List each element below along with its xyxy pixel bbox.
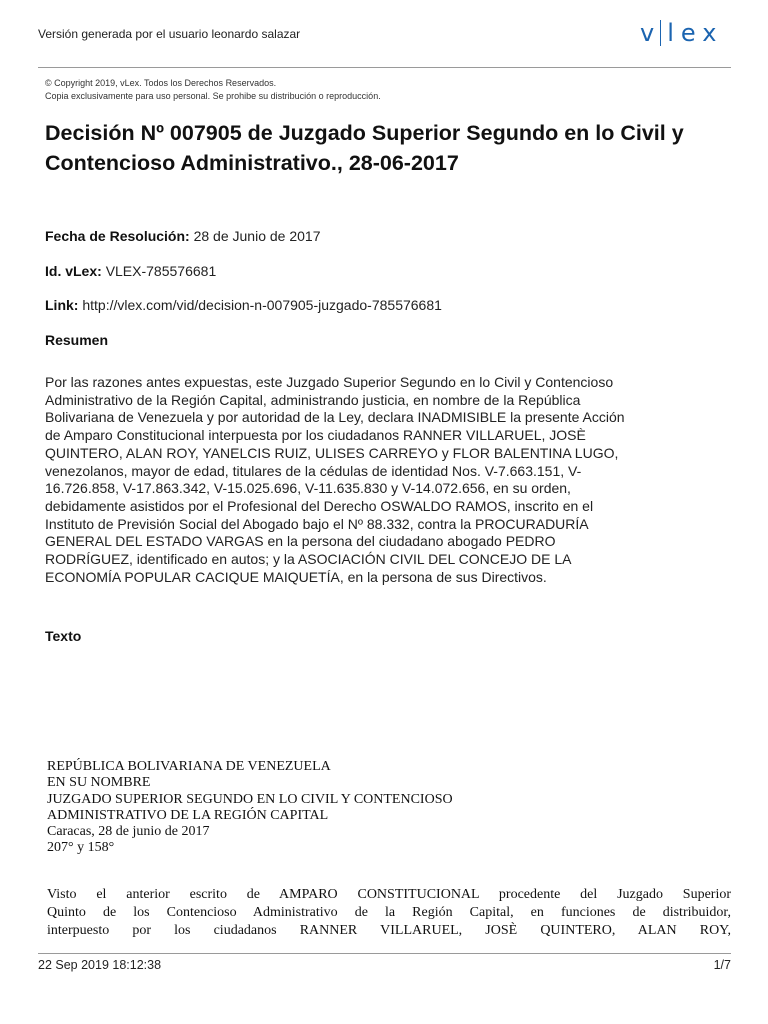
copyright-line: Copia exclusivamente para uso personal. Se prohibe su distribución o reproducción.: [45, 91, 381, 101]
court-line: ADMINISTRATIVO DE LA REGIÓN CAPITAL: [47, 807, 329, 823]
document-link: [45, 297, 442, 313]
id-value: VLEX-785576681: [105, 263, 217, 279]
decision-body: [47, 886, 731, 940]
footer-timestamp: 22 Sep 2019 18:12:38: [38, 958, 162, 972]
link-label: Link:: [45, 297, 79, 313]
body-line: Quinto de los Contencioso Administrativo de la Región Capital, en funciones de distribuidor,: [47, 905, 731, 920]
resumen-text: [45, 374, 735, 586]
fecha-value: 28 de Junio de 2017: [193, 228, 321, 244]
generated-by-text: Versión generada por el usuario leonardo salazar: [38, 27, 301, 41]
body-line: Visto el anterior escrito de AMPARO CONSTITUCIONAL procedente del Juzgado Superior: [47, 887, 731, 902]
summary-line: GENERAL DEL ESTADO VARGAS en la persona del ciudadano abogado PEDRO: [45, 533, 556, 550]
court-header: [47, 759, 737, 857]
logo-lex: lex: [667, 19, 724, 47]
vlex-logo[interactable]: [640, 19, 723, 47]
fecha-resolucion: [45, 228, 320, 244]
summary-line: Administrativo de la Región Capital, administrando justicia, en nombre de la República: [45, 391, 581, 408]
summary-line: 16.726.858, V-17.863.342, V-15.025.696, V-11.635.830 y V-14.072.656, en su orden,: [45, 480, 571, 497]
texto-heading: Texto: [45, 628, 82, 644]
summary-line: debidamente asistidos por el Profesional del Derecho OSWALDO RAMOS, inscrito en el: [45, 497, 594, 514]
id-label: Id. vLex:: [45, 263, 102, 279]
summary-line: QUINTERO, ALAN ROY, YANELCIS RUIZ, ULISES CARREYO y FLOR BALENTINA LUGO,: [45, 444, 619, 461]
summary-line: venezolanos, mayor de edad, titulares de la cédulas de identidad Nos. V-7.663.151, V-: [45, 462, 582, 479]
summary-line: ECONOMÍA POPULAR CACIQUE MAIQUETÍA, en la persona de sus Directivos.: [45, 568, 547, 585]
footer-divider: [38, 953, 731, 954]
summary-line: Instituto de Previsión Social del Abogado bajo el Nº 88.332, contra la PROCURADURÍA: [45, 515, 589, 532]
summary-line: RODRÍGUEZ, identificado en autos; y la ASOCIACIÓN CIVIL DEL CONCEJO DE LA: [45, 551, 572, 568]
resumen-heading: Resumen: [45, 332, 109, 348]
top-divider: [38, 67, 731, 68]
court-line: REPÚBLICA BOLIVARIANA DE VENEZUELA: [47, 759, 331, 774]
copyright-line: © Copyright 2019, vLex. Todos los Derechos Reservados.: [45, 78, 277, 88]
link-url[interactable]: http://vlex.com/vid/decision-n-007905-juzgado-785576681: [82, 297, 442, 313]
summary-line: Por las razones antes expuestas, este Juzgado Superior Segundo en lo Civil y Contencioso: [45, 374, 614, 390]
body-line: interpuesto por los ciudadanos RANNER VILLARUEL, JOSÈ QUINTERO, ALAN ROY,: [47, 923, 731, 938]
logo-divider: [660, 20, 661, 46]
page-number: 1/7: [713, 958, 731, 972]
court-line: EN SU NOMBRE: [47, 775, 151, 791]
summary-line: de Amparo Constitucional interpuesta por los ciudadanos RANNER VILLARUEL, JOSÈ: [45, 427, 586, 444]
court-line: 207° y 158°: [47, 840, 115, 856]
court-line: JUZGADO SUPERIOR SEGUNDO EN LO CIVIL Y CONTENCIOSO: [47, 791, 453, 807]
summary-line: Bolivariana de Venezuela y por autoridad de la Ley, declara INADMISIBLE la presente Acción: [45, 409, 625, 426]
copyright-notice: [45, 77, 381, 103]
logo-v: v: [640, 19, 656, 47]
id-vlex: [45, 263, 216, 279]
court-line: Caracas, 28 de junio de 2017: [47, 824, 210, 840]
fecha-label: Fecha de Resolución:: [45, 228, 190, 244]
document-title: Decisión Nº 007905 de Juzgado Superior Segundo en lo Civil y Contencioso Administrativo., 28-06-2017: [45, 121, 684, 175]
